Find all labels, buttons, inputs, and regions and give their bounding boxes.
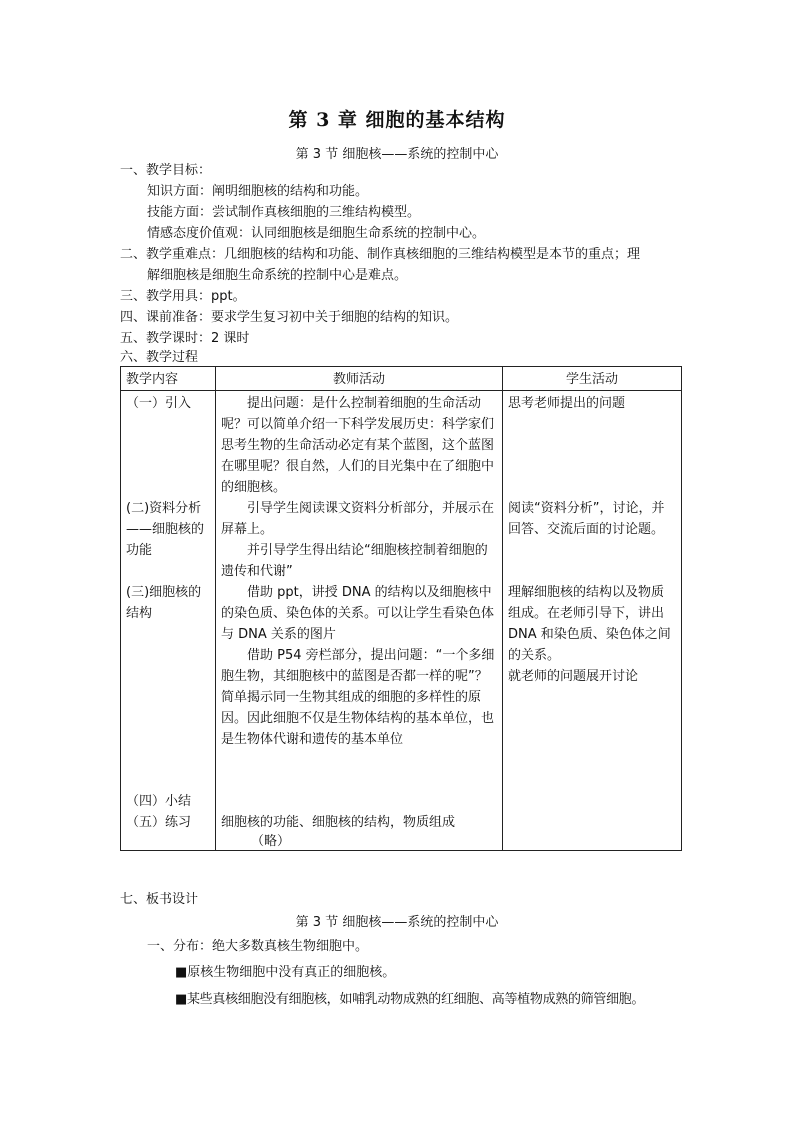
content-column [121,391,216,851]
board-heading: 七、板书设计 [120,892,199,907]
goal-knowledge: 知识方面：阐明细胞核的结构和功能。 [147,184,369,199]
keypoints-line-2: 解细胞核是细胞生命系统的控制中心是难点。 [147,268,408,283]
table-row [121,391,682,851]
teacher-column [216,391,503,851]
goal-attitude: 情感态度价值观：认同细胞核是细胞生命系统的控制中心。 [147,226,486,241]
section-title: 第 3 节 细胞核——系统的控制中心 [295,147,499,162]
teacher-question-text: 借助 P54 旁栏部分，提出问题：“一个多细胞生物，其细胞核中的蓝图是否都一样的呢”？简单揭示同一生物其组成的细胞的多样性的原因。因此细胞不仅是生物体结构的基本单位，也是生物体代谢和遗传的基本单位 [221,648,495,747]
lesson-table [120,366,682,851]
board-section-title: 第 3 节 细胞核——系统的控制中心 [295,915,499,930]
header-student: 学生活动 [503,367,682,391]
student-discussion-text: 就老师的问题展开讨论 [508,669,639,684]
teacher-summary-text: 细胞核的功能、细胞核的结构，物质组成 [221,815,456,830]
teacher-exercise-text: （略） [251,834,291,849]
class-preparation: 四、课前准备：要求学生复习初中关于细胞的结构的知识。 [120,310,459,325]
student-column [503,391,682,851]
teaching-tools: 三、教学用具：ppt。 [120,289,246,304]
teacher-conclusion-text: 并引导学生得出结论“细胞核控制着细胞的遗传和代谢” [221,543,488,579]
student-structure-text: 理解细胞核的结构以及物质组成。在老师引导下，讲出 DNA 和染色质、染色体之间的关系。 [508,585,671,663]
goal-skill: 技能方面：尝试制作真核细胞的三维结构模型。 [147,205,421,220]
header-content: 教学内容 [121,367,216,391]
header-teacher: 教师活动 [216,367,503,391]
content-analysis: (二)资料分析 ——细胞核的功能 [126,501,205,558]
content-structure: (三)细胞核的结构 [126,585,202,621]
table-header-row [121,367,682,391]
chapter-title: 第 3 章 细胞的基本结构 [288,109,506,131]
teacher-structure-text: 借助 ppt，讲授 DNA 的结构以及细胞核中的染色质、染色体的关系。可以让学生看染色体与 DNA 关系的图片 [221,585,495,642]
student-analysis-text: 阅读“资料分析”，讨论，并回答、交流后面的讨论题。 [508,501,665,537]
board-bullet-eukaryote: ■某些真核细胞没有细胞核，如哺乳动物成熟的红细胞、高等植物成熟的筛管细胞。 [175,992,645,1007]
content-summary: （四）小结 [126,794,192,809]
board-bullet-prokaryote: ■原核生物细胞中没有真正的细胞核。 [175,965,396,980]
class-hours: 五、教学课时：2 课时 [120,331,250,346]
process-heading: 六、教学过程 [120,350,199,365]
content-intro: （一）引入 [126,396,192,411]
board-item-distribution: 一、分布：绝大多数真核生物细胞中。 [147,939,369,954]
content-exercise: （五）练习 [126,815,192,830]
keypoints-line-1: 二、教学重难点：几细胞核的结构和功能、制作真核细胞的三维结构模型是本节的重点；理 [120,247,641,262]
goals-heading: 一、教学目标： [120,163,212,178]
teacher-intro-text: 提出问题：是什么控制着细胞的生命活动呢？可以简单介绍一下科学发展历史：科学家们思考生物的生命活动必定有某个蓝图，这个蓝图在哪里呢？很自然，人们的目光集中在了细胞中的细胞核。 [221,396,495,495]
teacher-analysis-text: 引导学生阅读课文资料分析部分，并展示在屏幕上。 [221,501,495,537]
student-intro-text: 思考老师提出的问题 [508,396,626,411]
